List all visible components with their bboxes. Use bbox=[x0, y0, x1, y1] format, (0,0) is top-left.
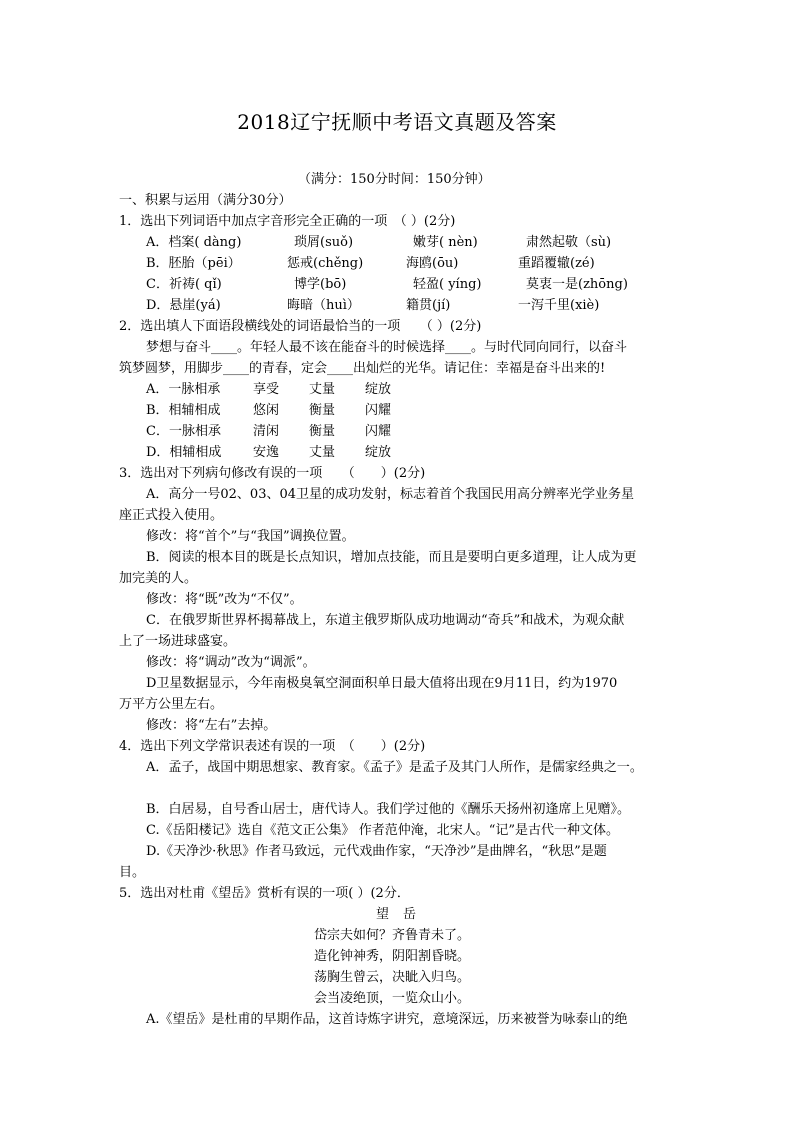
q2-option-c-3: 衡量 bbox=[309, 424, 336, 439]
q2-option-d-1: D．相辅相成 bbox=[146, 445, 222, 460]
q3-option-c-line-2: 上了一场进球盛宴。 bbox=[119, 634, 237, 649]
q1-option-a-3: 嫩芽( nèn) bbox=[413, 235, 478, 250]
question-2-stem: 2．选出填人下面语段横线处的词语最恰当的一项 （ ）(2分) bbox=[119, 319, 482, 334]
q2-option-b-1: B．相辅相成 bbox=[146, 403, 221, 418]
poem-line-1: 岱宗夫如何？齐鲁青未了。 bbox=[314, 928, 471, 943]
question-3-stem: 3．选出对下列病句修改有误的一项 （ ）(2分) bbox=[119, 466, 426, 481]
q4-option-c: C.《岳阳楼记》选自《范文正公集》 作者范仲淹，北宋人。“记”是古代一种文体。 bbox=[146, 823, 620, 838]
q3-option-d-fix: 修改：将“左右”去掉。 bbox=[146, 718, 277, 733]
q3-option-b-fix: 修改：将“既”改为“不仅”。 bbox=[146, 592, 303, 607]
q1-option-d-1: D．悬崖(yá) bbox=[146, 298, 221, 313]
q2-option-b-2: 悠闲 bbox=[253, 403, 280, 418]
q3-option-b-line-1: B．阅读的根本目的既是长点知识，增加点技能，而且是要明白更多道理，让人成为更 bbox=[146, 550, 637, 565]
q3-option-a-fix: 修改：将“首个”与“我国”调换位置。 bbox=[146, 529, 355, 544]
q1-option-c-1: C．祈祷( qǐ) bbox=[146, 277, 222, 292]
q2-option-a-4: 绽放 bbox=[365, 382, 392, 397]
q2-passage-line-1: 梦想与奋斗____。年轻人最不该在能奋斗的时候选择____。与时代同向同行，以奋斗 bbox=[146, 340, 628, 355]
q1-option-c-3: 轻盈( yíng) bbox=[413, 277, 482, 292]
q4-option-a: A．孟子，战国中期思想家、教育家。《孟子》是孟子及其门人所作，是儒家经典之一。 bbox=[146, 760, 643, 775]
q1-option-a-2: 琐屑(suǒ) bbox=[294, 235, 354, 250]
q3-option-a-line-2: 座正式投入使用。 bbox=[119, 508, 224, 523]
q3-option-d-line-1: D卫星数据显示，今年南极臭氧空洞面积单日最大值将出现在9月11日，约为1970 bbox=[146, 676, 618, 691]
poem-line-4: 会当凌绝顶，一览众山小。 bbox=[314, 991, 471, 1006]
q2-option-a-2: 享受 bbox=[253, 382, 280, 397]
q5-option-a-line-1: A.《望岳》是杜甫的早期作品，这首诗炼字讲究，意境深远，历来被誉为咏泰山的绝 bbox=[146, 1012, 628, 1027]
q1-option-c-4: 莫衷一是(zhōng) bbox=[526, 277, 628, 292]
score-time-line: （满分：150分时间：150分钟） bbox=[298, 172, 491, 187]
q1-option-d-3: 籍贯(jí) bbox=[406, 298, 451, 313]
q4-option-b: B．白居易，自号香山居士，唐代诗人。我们学过他的《酬乐天扬州初逢席上见赠》。 bbox=[146, 802, 631, 817]
q2-option-b-4: 闪耀 bbox=[365, 403, 392, 418]
q3-option-b-line-2: 加完美的人。 bbox=[119, 571, 198, 586]
q3-option-d-line-2: 万平方公里左右。 bbox=[119, 697, 224, 712]
q1-option-b-2: 惩戒(chěng) bbox=[287, 256, 364, 271]
q2-passage-line-2: 筑梦圆梦，用脚步____的青春，定会____出灿烂的光华。请记住：幸福是奋斗出来的! bbox=[119, 361, 606, 376]
q2-option-c-4: 闪耀 bbox=[365, 424, 392, 439]
question-4-stem: 4．选出下列文学常识表述有误的一项 （ ）(2分) bbox=[119, 739, 426, 754]
section-heading: 一、积累与运用（满分30分） bbox=[119, 193, 292, 208]
q1-option-a-1: A．档案( dàng) bbox=[146, 235, 242, 250]
poem-line-2: 造化钟神秀，阴阳割昏晓。 bbox=[314, 949, 471, 964]
q1-option-b-1: B．胚胎（pēi） bbox=[146, 256, 241, 271]
q1-option-b-4: 重蹈覆辙(zé) bbox=[518, 256, 595, 271]
q4-option-d-line-1: D.《天净沙·秋思》作者马致远，元代戏曲作家，“天净沙”是曲牌名，“秋思”是题 bbox=[146, 844, 607, 859]
q2-option-d-3: 丈量 bbox=[309, 445, 336, 460]
q4-option-d-line-2: 目。 bbox=[119, 865, 146, 880]
q1-option-d-2: 晦暗（huì） bbox=[287, 298, 360, 313]
q3-option-c-fix: 修改：将“调动”改为“调派”。 bbox=[146, 655, 316, 670]
q1-option-a-4: 肃然起敬（sù) bbox=[526, 235, 612, 250]
q2-option-b-3: 衡量 bbox=[309, 403, 336, 418]
question-1-stem: 1．选出下列词语中加点字音形完全正确的一项 （ ）(2分) bbox=[119, 214, 456, 229]
q1-option-d-4: 一泻千里(xiè) bbox=[518, 298, 600, 313]
q1-option-b-3: 海鸥(ōu) bbox=[406, 256, 459, 271]
q2-option-a-3: 丈量 bbox=[309, 382, 336, 397]
q2-option-d-2: 安逸 bbox=[253, 445, 280, 460]
q3-option-c-line-1: C．在俄罗斯世界杯揭幕战上，东道主俄罗斯队成功地调动“奇兵”和战术，为观众献 bbox=[146, 613, 625, 628]
poem-line-3: 荡胸生曾云，决眦入归鸟。 bbox=[314, 970, 471, 985]
q3-option-a-line-1: A．高分一号02、03、04卫星的成功发射，标志着首个我国民用高分辨率光学业务星 bbox=[146, 487, 635, 502]
q2-option-c-1: C．一脉相承 bbox=[146, 424, 221, 439]
question-5-stem: 5．选出对杜甫《望岳》赏析有误的一项( ）(2分． bbox=[119, 886, 410, 901]
q2-option-a-1: A．一脉相承 bbox=[146, 382, 221, 397]
q2-option-c-2: 清闲 bbox=[253, 424, 280, 439]
q2-option-d-4: 绽放 bbox=[365, 445, 392, 460]
poem-title: 望岳 bbox=[376, 907, 431, 922]
page-title: 2018辽宁抚顺中考语文真题及答案 bbox=[237, 110, 557, 134]
q1-option-c-2: 博学(bō) bbox=[294, 277, 347, 292]
